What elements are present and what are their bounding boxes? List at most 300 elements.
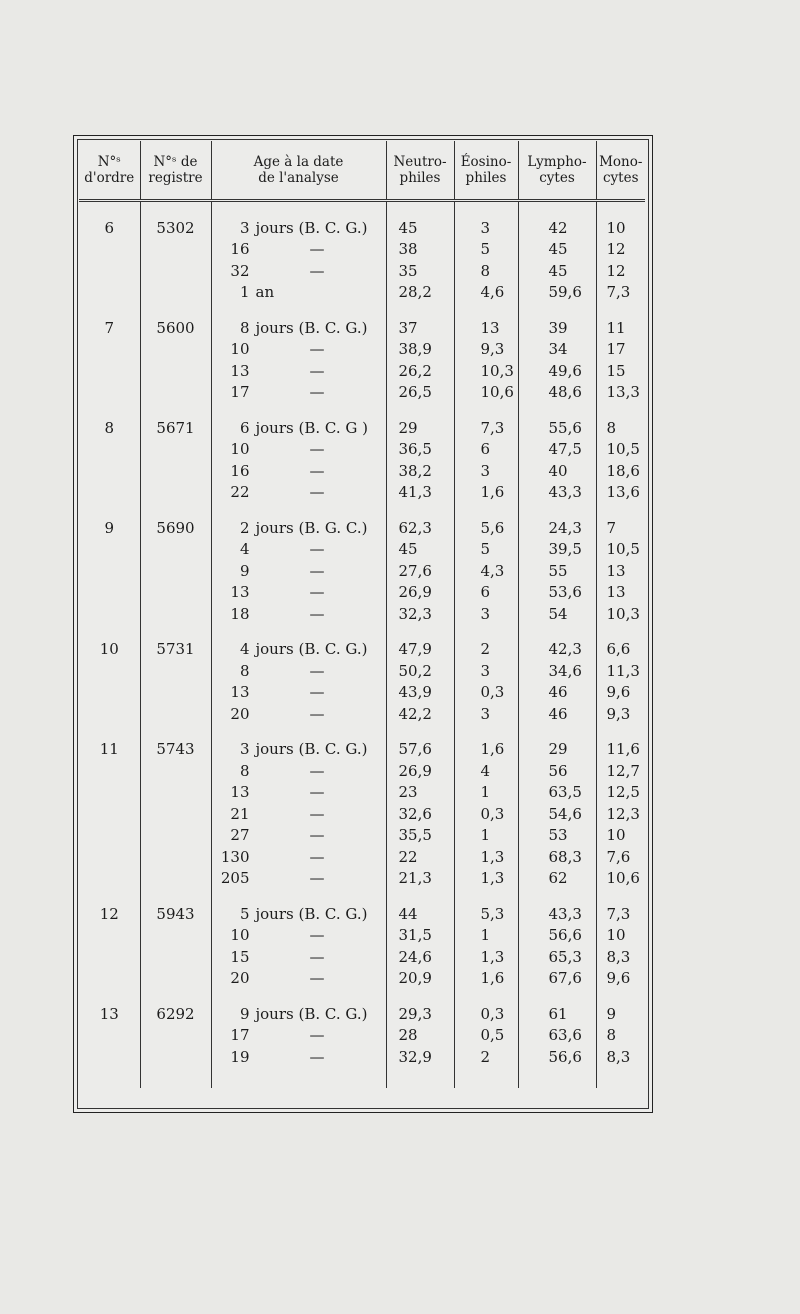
table-row: [79, 846, 645, 868]
age-cell: [211, 760, 386, 782]
eosinophiles-cell: 2: [454, 639, 518, 661]
neutrophiles-cell: 20,9: [386, 968, 454, 990]
ordre-cell: [79, 1025, 140, 1047]
age-value: 9: [239, 561, 250, 580]
table-row: [79, 660, 645, 682]
lymphocytes-cell: 55: [518, 560, 596, 582]
monocytes-cell: 13: [596, 560, 645, 582]
neutrophiles-cell: 43,9: [386, 682, 454, 704]
table-row: [79, 968, 645, 990]
lymphocytes-cell: 53: [518, 825, 596, 847]
header-ordre: N°ˢ d'ordre: [79, 141, 140, 201]
neutrophiles-cell: 26,2: [386, 360, 454, 382]
eosinophiles-cell: 1,3: [454, 846, 518, 868]
age-unit: jours (B. C. G ): [255, 418, 368, 437]
age-unit: jours (B. C. G.): [255, 904, 368, 923]
ditto-dash: —: [309, 461, 325, 480]
ditto-dash: —: [309, 804, 325, 823]
lymphocytes-cell: 24,3: [518, 517, 596, 539]
age-cell: [211, 868, 386, 890]
age-value: 10: [230, 340, 250, 359]
ditto-dash: —: [309, 661, 325, 680]
age-unit: jours (B. C. G.): [255, 318, 368, 337]
eosinophiles-cell: 0,5: [454, 1025, 518, 1047]
lymphocytes-cell: 45: [518, 260, 596, 282]
table-row: [79, 903, 645, 925]
eosinophiles-cell: 1: [454, 925, 518, 947]
eosinophiles-cell: 5: [454, 239, 518, 261]
neutrophiles-cell: 32,9: [386, 1046, 454, 1068]
monocytes-cell: 7: [596, 517, 645, 539]
registre-cell: [140, 239, 211, 261]
table-frame: [73, 135, 653, 1113]
neutrophiles-cell: 36,5: [386, 439, 454, 461]
ditto-dash: —: [309, 847, 325, 866]
table-body: [79, 201, 645, 1088]
table-row: [79, 603, 645, 625]
table-row: [79, 517, 645, 539]
table-row: [79, 282, 645, 304]
table-row: [79, 382, 645, 404]
registre-cell: [140, 560, 211, 582]
eosinophiles-cell: 6: [454, 582, 518, 604]
eosinophiles-cell: 3: [454, 703, 518, 725]
age-cell: [211, 1025, 386, 1047]
table-row: [79, 260, 645, 282]
table-row: [79, 1046, 645, 1068]
age-cell: [211, 417, 386, 439]
ditto-dash: —: [309, 540, 325, 559]
ditto-dash: —: [309, 783, 325, 802]
neutrophiles-cell: 38,2: [386, 460, 454, 482]
ditto-dash: —: [309, 1047, 325, 1066]
monocytes-cell: 13,6: [596, 482, 645, 504]
age-value: 10: [230, 440, 250, 459]
ordre-cell: [79, 260, 140, 282]
registre-cell: [140, 539, 211, 561]
age-cell: [211, 846, 386, 868]
monocytes-cell: 10,3: [596, 603, 645, 625]
ordre-cell: [79, 382, 140, 404]
lymphocytes-cell: 62: [518, 868, 596, 890]
monocytes-cell: 18,6: [596, 460, 645, 482]
monocytes-cell: 13,3: [596, 382, 645, 404]
age-value: 22: [230, 483, 250, 502]
ordre-cell: [79, 482, 140, 504]
neutrophiles-cell: 23: [386, 782, 454, 804]
ditto-dash: —: [309, 704, 325, 723]
eosinophiles-cell: 3: [454, 460, 518, 482]
age-value: 15: [230, 947, 250, 966]
monocytes-cell: 8: [596, 417, 645, 439]
ditto-dash: —: [309, 761, 325, 780]
monocytes-cell: 11,6: [596, 739, 645, 761]
registre-cell: 5671: [140, 417, 211, 439]
ordre-cell: [79, 925, 140, 947]
eosinophiles-cell: 1: [454, 782, 518, 804]
header-age: Age à la date de l'analyse: [211, 141, 386, 201]
table-row: [79, 825, 645, 847]
ditto-dash: —: [309, 561, 325, 580]
age-cell: [211, 482, 386, 504]
eosinophiles-cell: 3: [454, 217, 518, 239]
lymphocytes-cell: 42: [518, 217, 596, 239]
age-value: 20: [230, 969, 250, 988]
eosinophiles-cell: 5,6: [454, 517, 518, 539]
neutrophiles-cell: 27,6: [386, 560, 454, 582]
neutrophiles-cell: 28,2: [386, 282, 454, 304]
ordre-cell: [79, 360, 140, 382]
ditto-dash: —: [309, 383, 325, 402]
neutrophiles-cell: 37: [386, 317, 454, 339]
registre-cell: [140, 825, 211, 847]
ordre-cell: [79, 460, 140, 482]
neutrophiles-cell: 35,5: [386, 825, 454, 847]
registre-cell: 5731: [140, 639, 211, 661]
neutrophiles-cell: 29,3: [386, 1003, 454, 1025]
age-cell: [211, 339, 386, 361]
age-unit: jours (B. C. G.): [255, 1004, 368, 1023]
lymphocytes-cell: 56,6: [518, 925, 596, 947]
lymphocytes-cell: 42,3: [518, 639, 596, 661]
header-monocytes: Mono- cytes: [596, 141, 645, 201]
ditto-dash: —: [309, 926, 325, 945]
monocytes-cell: 8,3: [596, 1046, 645, 1068]
age-cell: [211, 682, 386, 704]
neutrophiles-cell: 45: [386, 217, 454, 239]
monocytes-cell: 12,5: [596, 782, 645, 804]
eosinophiles-cell: 10,6: [454, 382, 518, 404]
ordre-cell: [79, 682, 140, 704]
eosinophiles-cell: 3: [454, 603, 518, 625]
registre-cell: [140, 282, 211, 304]
age-cell: [211, 660, 386, 682]
ordre-cell: [79, 968, 140, 990]
monocytes-cell: 12: [596, 239, 645, 261]
lymphocytes-cell: 68,3: [518, 846, 596, 868]
registre-cell: [140, 360, 211, 382]
neutrophiles-cell: 35: [386, 260, 454, 282]
lymphocytes-cell: 43,3: [518, 903, 596, 925]
age-value: 5: [239, 904, 250, 923]
neutrophiles-cell: 47,9: [386, 639, 454, 661]
table-row: [79, 946, 645, 968]
eosinophiles-cell: 4: [454, 760, 518, 782]
monocytes-cell: 9: [596, 1003, 645, 1025]
table-row: [79, 868, 645, 890]
age-value: 16: [230, 461, 250, 480]
neutrophiles-cell: 24,6: [386, 946, 454, 968]
ordre-cell: [79, 782, 140, 804]
table-row: [79, 317, 645, 339]
lymphocytes-cell: 59,6: [518, 282, 596, 304]
ditto-dash: —: [309, 583, 325, 602]
neutrophiles-cell: 62,3: [386, 517, 454, 539]
table-row: [79, 460, 645, 482]
age-value: 4: [239, 540, 250, 559]
ordre-cell: [79, 560, 140, 582]
registre-cell: [140, 868, 211, 890]
registre-cell: [140, 339, 211, 361]
age-cell: [211, 946, 386, 968]
age-value: 13: [230, 683, 250, 702]
lymphocytes-cell: 34,6: [518, 660, 596, 682]
age-cell: [211, 539, 386, 561]
age-cell: [211, 825, 386, 847]
age-cell: [211, 803, 386, 825]
lymphocytes-cell: 56,6: [518, 1046, 596, 1068]
ordre-cell: [79, 239, 140, 261]
eosinophiles-cell: 1: [454, 825, 518, 847]
age-cell: [211, 517, 386, 539]
lymphocytes-cell: 46: [518, 682, 596, 704]
age-value: 13: [230, 583, 250, 602]
ordre-cell: [79, 582, 140, 604]
registre-cell: [140, 582, 211, 604]
age-cell: [211, 317, 386, 339]
eosinophiles-cell: 1,6: [454, 968, 518, 990]
registre-cell: [140, 460, 211, 482]
monocytes-cell: 7,3: [596, 282, 645, 304]
age-value: 16: [230, 240, 250, 259]
eosinophiles-cell: 5,3: [454, 903, 518, 925]
registre-cell: [140, 1025, 211, 1047]
lymphocytes-cell: 40: [518, 460, 596, 482]
lymphocytes-cell: 54,6: [518, 803, 596, 825]
age-cell: [211, 582, 386, 604]
monocytes-cell: 10: [596, 825, 645, 847]
registre-cell: [140, 946, 211, 968]
monocytes-cell: 6,6: [596, 639, 645, 661]
table-row: [79, 339, 645, 361]
ordre-cell: [79, 760, 140, 782]
eosinophiles-cell: 5: [454, 539, 518, 561]
age-cell: [211, 703, 386, 725]
ordre-cell: [79, 282, 140, 304]
age-value: 8: [239, 761, 250, 780]
registre-cell: 5943: [140, 903, 211, 925]
registre-cell: [140, 925, 211, 947]
age-cell: [211, 217, 386, 239]
lymphocytes-cell: 45: [518, 239, 596, 261]
header-neutrophiles: Neutro- philes: [386, 141, 454, 201]
monocytes-cell: 10,5: [596, 439, 645, 461]
neutrophiles-cell: 38: [386, 239, 454, 261]
lymphocytes-cell: 63,5: [518, 782, 596, 804]
ditto-dash: —: [309, 1026, 325, 1045]
registre-cell: [140, 439, 211, 461]
neutrophiles-cell: 26,9: [386, 582, 454, 604]
ordre-cell: 12: [99, 904, 119, 923]
table-row: [79, 560, 645, 582]
ordre-cell: [79, 846, 140, 868]
lymphocytes-cell: 49,6: [518, 360, 596, 382]
age-value: 205: [220, 869, 250, 888]
age-value: 2: [239, 518, 250, 537]
ordre-cell: [79, 339, 140, 361]
age-unit: jours (B. C. G.): [255, 640, 368, 659]
neutrophiles-cell: 32,6: [386, 803, 454, 825]
eosinophiles-cell: 8: [454, 260, 518, 282]
lymphocytes-cell: 34: [518, 339, 596, 361]
table-row: [79, 925, 645, 947]
age-cell: [211, 560, 386, 582]
registre-cell: [140, 846, 211, 868]
age-value: 17: [230, 383, 250, 402]
table-row: [79, 682, 645, 704]
ditto-dash: —: [309, 683, 325, 702]
neutrophiles-cell: 29: [386, 417, 454, 439]
registre-cell: [140, 760, 211, 782]
neutrophiles-cell: 44: [386, 903, 454, 925]
ditto-dash: —: [309, 261, 325, 280]
monocytes-cell: 13: [596, 582, 645, 604]
registre-cell: 5690: [140, 517, 211, 539]
eosinophiles-cell: 3: [454, 660, 518, 682]
age-cell: [211, 282, 386, 304]
lymphocytes-cell: 47,5: [518, 439, 596, 461]
ordre-cell: 10: [99, 640, 119, 659]
age-value: 3: [239, 740, 250, 759]
registre-cell: 6292: [140, 1003, 211, 1025]
age-unit: jours (B. G. C.): [255, 518, 368, 537]
ordre-cell: [79, 946, 140, 968]
age-value: 4: [239, 640, 250, 659]
ditto-dash: —: [309, 947, 325, 966]
ditto-dash: —: [309, 361, 325, 380]
registre-cell: [140, 782, 211, 804]
header-eosinophiles: Éosino- philes: [454, 141, 518, 201]
registre-cell: [140, 260, 211, 282]
age-value: 18: [230, 604, 250, 623]
monocytes-cell: 12,7: [596, 760, 645, 782]
ordre-cell: 13: [99, 1004, 119, 1023]
ordre-cell: 7: [104, 318, 115, 337]
monocytes-cell: 9,6: [596, 968, 645, 990]
neutrophiles-cell: 22: [386, 846, 454, 868]
table-row: [79, 803, 645, 825]
ditto-dash: —: [309, 340, 325, 359]
monocytes-cell: 11: [596, 317, 645, 339]
lymphocytes-cell: 61: [518, 1003, 596, 1025]
age-cell: [211, 260, 386, 282]
monocytes-cell: 10,6: [596, 868, 645, 890]
eosinophiles-cell: 4,6: [454, 282, 518, 304]
registre-cell: [140, 703, 211, 725]
age-value: 8: [239, 661, 250, 680]
ditto-dash: —: [309, 240, 325, 259]
ordre-cell: [79, 539, 140, 561]
ditto-dash: —: [309, 604, 325, 623]
age-cell: [211, 639, 386, 661]
age-cell: [211, 360, 386, 382]
ordre-cell: [79, 439, 140, 461]
age-cell: [211, 439, 386, 461]
lymphocytes-cell: 56: [518, 760, 596, 782]
ordre-cell: [79, 660, 140, 682]
age-value: 21: [230, 804, 250, 823]
age-unit: an: [255, 283, 275, 302]
monocytes-cell: 10: [596, 217, 645, 239]
age-value: 13: [230, 361, 250, 380]
eosinophiles-cell: 2: [454, 1046, 518, 1068]
lymphocytes-cell: 46: [518, 703, 596, 725]
eosinophiles-cell: 0,3: [454, 803, 518, 825]
ordre-cell: [79, 603, 140, 625]
table-row: [79, 739, 645, 761]
age-cell: [211, 239, 386, 261]
hematology-table: [79, 141, 645, 1088]
lymphocytes-cell: 65,3: [518, 946, 596, 968]
ordre-cell: [79, 825, 140, 847]
lymphocytes-cell: 39: [518, 317, 596, 339]
ordre-cell: 8: [104, 418, 115, 437]
ditto-dash: —: [309, 969, 325, 988]
table-row: [79, 760, 645, 782]
eosinophiles-cell: 9,3: [454, 339, 518, 361]
table-row: [79, 482, 645, 504]
registre-cell: [140, 968, 211, 990]
age-value: 32: [230, 261, 250, 280]
eosinophiles-cell: 1,3: [454, 868, 518, 890]
monocytes-cell: 12: [596, 260, 645, 282]
age-value: 3: [239, 218, 250, 237]
age-cell: [211, 903, 386, 925]
age-cell: [211, 1003, 386, 1025]
monocytes-cell: 17: [596, 339, 645, 361]
header-lymphocytes: Lympho- cytes: [518, 141, 596, 201]
header-registre: N°ˢ de registre: [140, 141, 211, 201]
age-cell: [211, 739, 386, 761]
monocytes-cell: 9,3: [596, 703, 645, 725]
eosinophiles-cell: 0,3: [454, 682, 518, 704]
lymphocytes-cell: 63,6: [518, 1025, 596, 1047]
age-value: 9: [239, 1004, 250, 1023]
lymphocytes-cell: 39,5: [518, 539, 596, 561]
age-cell: [211, 968, 386, 990]
table-row: [79, 439, 645, 461]
registre-cell: [140, 382, 211, 404]
age-cell: [211, 382, 386, 404]
age-value: 27: [230, 826, 250, 845]
monocytes-cell: 7,6: [596, 846, 645, 868]
table-row: [79, 582, 645, 604]
age-value: 17: [230, 1026, 250, 1045]
table-row: [79, 782, 645, 804]
monocytes-cell: 9,6: [596, 682, 645, 704]
age-value: 20: [230, 704, 250, 723]
monocytes-cell: 11,3: [596, 660, 645, 682]
eosinophiles-cell: 7,3: [454, 417, 518, 439]
eosinophiles-cell: 1,6: [454, 739, 518, 761]
age-value: 6: [239, 418, 250, 437]
ordre-cell: [79, 803, 140, 825]
lymphocytes-cell: 29: [518, 739, 596, 761]
age-value: 130: [220, 847, 250, 866]
ditto-dash: —: [309, 869, 325, 888]
lymphocytes-cell: 55,6: [518, 417, 596, 439]
eosinophiles-cell: 1,3: [454, 946, 518, 968]
age-cell: [211, 603, 386, 625]
table-row: [79, 703, 645, 725]
table-row: [79, 639, 645, 661]
eosinophiles-cell: 13: [454, 317, 518, 339]
monocytes-cell: 15: [596, 360, 645, 382]
monocytes-cell: 12,3: [596, 803, 645, 825]
neutrophiles-cell: 21,3: [386, 868, 454, 890]
neutrophiles-cell: 31,5: [386, 925, 454, 947]
ordre-cell: [79, 1046, 140, 1068]
